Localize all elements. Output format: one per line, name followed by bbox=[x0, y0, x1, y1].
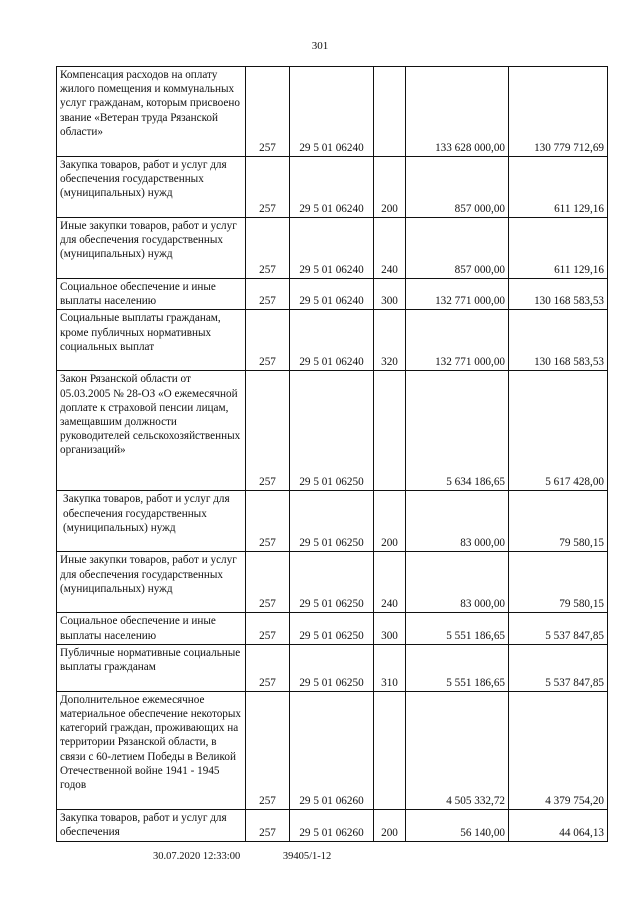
row-sum-actual: 130 779 712,69 bbox=[509, 67, 608, 157]
table-row bbox=[57, 491, 608, 552]
row-ved: 257 bbox=[246, 491, 290, 552]
row-csr: 29 5 01 06240 bbox=[290, 279, 374, 310]
row-ved: 257 bbox=[246, 371, 290, 491]
row-sum-actual: 130 168 583,53 bbox=[509, 310, 608, 371]
row-sum-actual: 611 129,16 bbox=[509, 218, 608, 279]
row-name: Социальные выплаты гражданам, кроме публичных нормативных социальных выплат bbox=[57, 310, 246, 371]
row-sum-planned: 56 140,00 bbox=[406, 809, 509, 841]
table-row bbox=[57, 279, 608, 310]
table-row bbox=[57, 310, 608, 371]
table-row bbox=[57, 809, 608, 841]
row-vr: 200 bbox=[374, 157, 406, 218]
row-sum-planned: 5 551 186,65 bbox=[406, 644, 509, 691]
row-csr: 29 5 01 06250 bbox=[290, 613, 374, 644]
table-row bbox=[57, 691, 608, 809]
row-ved: 257 bbox=[246, 809, 290, 841]
row-sum-planned: 4 505 332,72 bbox=[406, 691, 509, 809]
row-name: Закупка товаров, работ и услуг для обеспечения bbox=[57, 809, 246, 841]
footer-timestamp: 30.07.2020 12:33:00 bbox=[153, 851, 241, 862]
row-sum-planned: 857 000,00 bbox=[406, 218, 509, 279]
row-vr: 240 bbox=[374, 218, 406, 279]
budget-table bbox=[56, 66, 608, 842]
row-sum-planned: 5 551 186,65 bbox=[406, 613, 509, 644]
row-ved: 257 bbox=[246, 279, 290, 310]
row-vr: 300 bbox=[374, 613, 406, 644]
row-ved: 257 bbox=[246, 218, 290, 279]
row-vr: 240 bbox=[374, 552, 406, 613]
table-row bbox=[57, 371, 608, 491]
row-csr: 29 5 01 06260 bbox=[290, 691, 374, 809]
row-csr: 29 5 01 06240 bbox=[290, 157, 374, 218]
table-row bbox=[57, 552, 608, 613]
row-sum-actual: 5 537 847,85 bbox=[509, 613, 608, 644]
row-vr: 200 bbox=[374, 491, 406, 552]
row-name: Дополнительное ежемесячное материальное обеспечение некоторых категорий граждан, проживающих на территории Рязанской области, в связи с 60-летием Победы в Великой Отечественной войне 1941 - 1945 годов bbox=[57, 691, 246, 809]
row-vr bbox=[374, 67, 406, 157]
row-vr bbox=[374, 691, 406, 809]
row-sum-planned: 5 634 186,65 bbox=[406, 371, 509, 491]
row-csr: 29 5 01 06250 bbox=[290, 552, 374, 613]
table-row bbox=[57, 157, 608, 218]
row-sum-actual: 79 580,15 bbox=[509, 491, 608, 552]
row-sum-actual: 79 580,15 bbox=[509, 552, 608, 613]
row-ved: 257 bbox=[246, 67, 290, 157]
row-sum-actual: 4 379 754,20 bbox=[509, 691, 608, 809]
row-ved: 257 bbox=[246, 552, 290, 613]
row-name: Иные закупки товаров, работ и услуг для обеспечения государственных (муниципальных) нужд bbox=[57, 218, 246, 279]
row-csr: 29 5 01 06240 bbox=[290, 310, 374, 371]
page-footer bbox=[153, 851, 331, 862]
row-name: Публичные нормативные социальные выплаты гражданам bbox=[57, 644, 246, 691]
table-row bbox=[57, 613, 608, 644]
row-csr: 29 5 01 06260 bbox=[290, 809, 374, 841]
row-sum-planned: 133 628 000,00 bbox=[406, 67, 509, 157]
row-name: Социальное обеспечение и иные выплаты населению bbox=[57, 613, 246, 644]
row-name: Социальное обеспечение и иные выплаты населению bbox=[57, 279, 246, 310]
row-name: Закон Рязанской области от 05.03.2005 № 28-ОЗ «О ежемесячной доплате к страховой пенсии лицам, замещавшим должности руководителей сельскохозяйственных организаций» bbox=[57, 371, 246, 491]
row-vr: 320 bbox=[374, 310, 406, 371]
row-ved: 257 bbox=[246, 691, 290, 809]
row-sum-planned: 857 000,00 bbox=[406, 157, 509, 218]
row-name: Закупка товаров, работ и услуг для обеспечения государственных (муниципальных) нужд bbox=[57, 157, 246, 218]
row-sum-actual: 130 168 583,53 bbox=[509, 279, 608, 310]
row-ved: 257 bbox=[246, 613, 290, 644]
table-row bbox=[57, 644, 608, 691]
row-vr: 310 bbox=[374, 644, 406, 691]
row-csr: 29 5 01 06250 bbox=[290, 371, 374, 491]
row-name: Компенсация расходов на оплату жилого помещения и коммунальных услуг гражданам, которым присвоено звание «Ветеран труда Рязанской области» bbox=[57, 67, 246, 157]
row-sum-planned: 132 771 000,00 bbox=[406, 279, 509, 310]
row-ved: 257 bbox=[246, 310, 290, 371]
row-sum-actual: 44 064,13 bbox=[509, 809, 608, 841]
row-vr: 300 bbox=[374, 279, 406, 310]
row-csr: 29 5 01 06250 bbox=[290, 491, 374, 552]
row-sum-actual: 611 129,16 bbox=[509, 157, 608, 218]
row-csr: 29 5 01 06240 bbox=[290, 67, 374, 157]
row-ved: 257 bbox=[246, 644, 290, 691]
row-vr: 200 bbox=[374, 809, 406, 841]
row-name: Закупка товаров, работ и услуг для обеспечения государственных (муниципальных) нужд bbox=[57, 491, 246, 552]
row-sum-planned: 83 000,00 bbox=[406, 491, 509, 552]
row-csr: 29 5 01 06240 bbox=[290, 218, 374, 279]
page-number: 301 bbox=[311, 40, 329, 52]
table-row bbox=[57, 67, 608, 157]
row-ved: 257 bbox=[246, 157, 290, 218]
row-csr: 29 5 01 06250 bbox=[290, 644, 374, 691]
row-name: Иные закупки товаров, работ и услуг для обеспечения государственных (муниципальных) нужд bbox=[57, 552, 246, 613]
row-sum-actual: 5 617 428,00 bbox=[509, 371, 608, 491]
footer-document-id: 39405/1-12 bbox=[282, 851, 332, 862]
row-sum-actual: 5 537 847,85 bbox=[509, 644, 608, 691]
row-vr bbox=[374, 371, 406, 491]
table-row bbox=[57, 218, 608, 279]
row-sum-planned: 132 771 000,00 bbox=[406, 310, 509, 371]
row-sum-planned: 83 000,00 bbox=[406, 552, 509, 613]
